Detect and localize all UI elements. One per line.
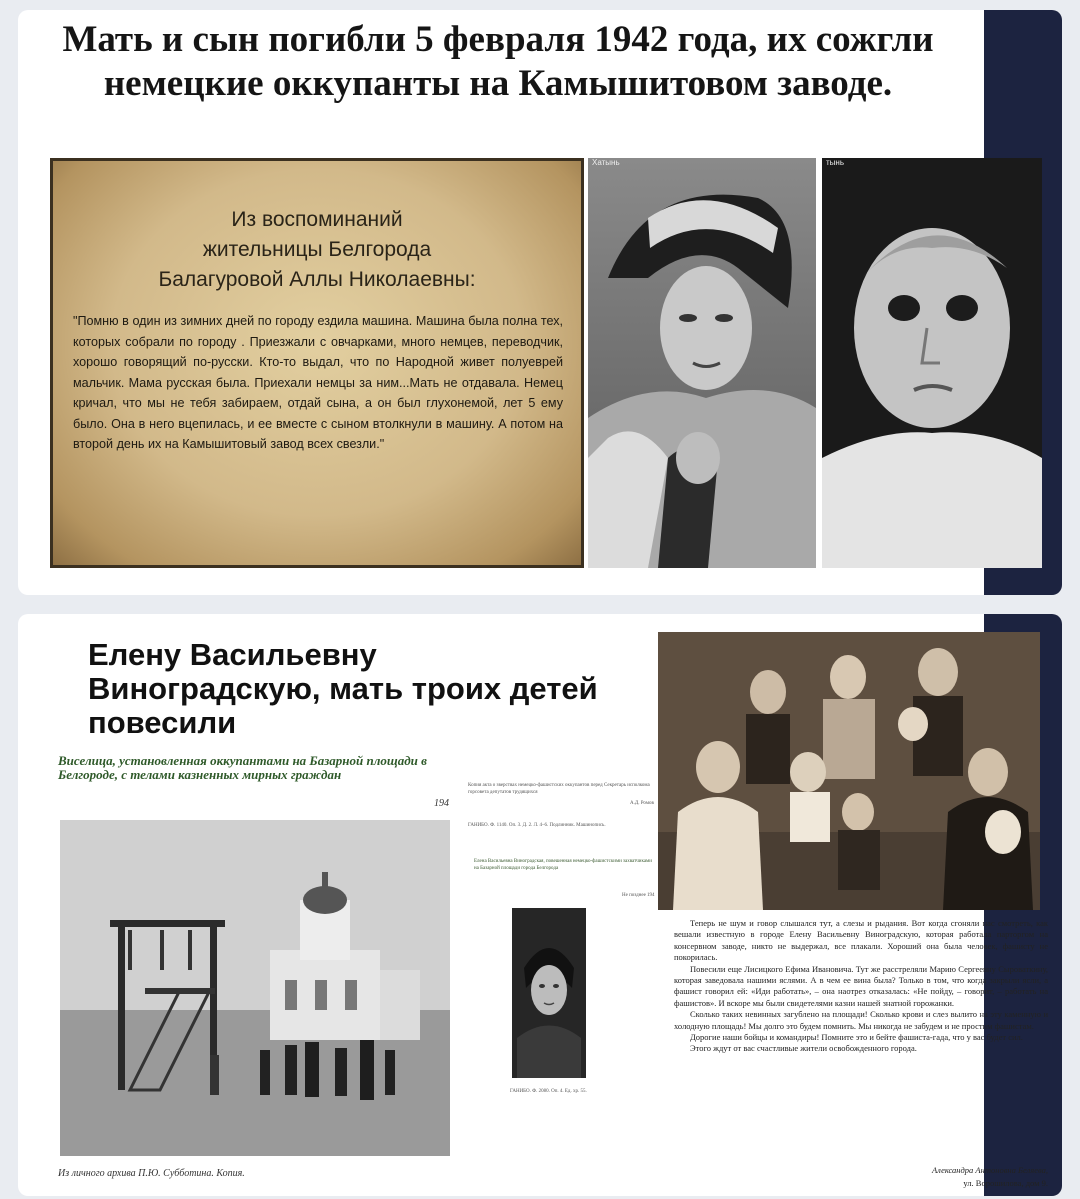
page-number: 194 xyxy=(434,798,449,809)
memoir-body: "Помню в один из зимних дней по городу ездила машина. Машина была полна тех, которых собрали по городу . Приезжали с овчарками, много немцев, переводчик, хорошо говорящий по-русски. Кто-то выдал, что по Народной живет полуеврей мальчик. Мама русская была. Приехали немцы за ним...Мать не отдавала. Немец кричал, что мы не тебя забираем, отдай сына, а он был глухонемой, лет 5 ему было. Она в него вцепилась, и ее вместе с сыном втолкнули в машину. А потом на второй день их на Камышитовый завод всех свезли." xyxy=(73,314,563,451)
woman-portrait-photo xyxy=(588,158,816,568)
memoir-title xyxy=(53,205,581,295)
document-note: Копия акта о зверствах немецко-фашистских оккупантов перед Секретарь исполкома горсовета депутатов трудящихся xyxy=(468,783,650,795)
bottom-card xyxy=(18,614,1062,1196)
memoir-parchment xyxy=(50,158,584,568)
gallows-caption: Виселица, установленная оккупантами на Базарной площади в Белгороде, с телами казненных мирных граждан xyxy=(58,753,427,782)
article-paragraph: Теперь не шум и говор слышался тут, а слезы и рыдания. Вот когда сгоняли нас смотреть, как вешали известную в городе Елену Васильевну Виноградскую, которая работала парторгом на консервном заводе, никто не выдержал, все плакали. Хороший она была человек, фашисту не покорилась. xyxy=(674,918,1048,963)
headline-top: Мать и сын погибли 5 февраля 1942 года, их сожгли немецкие оккупанты на Камышитовом заводе. xyxy=(62,19,934,104)
memoir-title-line: Балагуровой Аллы Николаевны: xyxy=(158,268,476,291)
photo-label: Хатынь xyxy=(592,158,620,167)
family-group-photo xyxy=(658,632,1040,910)
article-paragraph: Дорогие наши бойцы и командиры! Помните это и бейте фашиста-гада, что у вас будет сил. xyxy=(690,1032,1023,1043)
headline-bottom: Елену Васильевну Виноградскую, мать троих детей повесили xyxy=(88,637,598,740)
article-paragraph: Сколько таких невинных загублено на площади! Сколько крови и слез вылито на эту каменную и холодную площадь! Мы долго это будем помнить. Мы никогда не забудем и не простим фашистам. xyxy=(674,1009,1048,1031)
article-paragraph: Этого ждут от вас счастливые жители освобожденного города. xyxy=(690,1043,917,1054)
article-text xyxy=(674,918,1048,1055)
boy-portrait-photo xyxy=(822,158,1042,568)
memoir-title-line: жительницы Белгорода xyxy=(202,238,432,261)
document-note: А.Д. Ромов xyxy=(630,801,654,806)
signature-address: ул. Ворошилова, дом 9. xyxy=(963,1178,1048,1188)
portrait-caption: Елена Васильевна Виноградская, повешенная немецко-фашистскими захватчиками на Базарной площади города Белгорода xyxy=(474,859,652,871)
memoir-title-line: Из воспоминаний xyxy=(231,208,403,231)
article-paragraph: Повесили еще Лисицкого Ефима Ивановича. Тут же расстреляли Марию Сергеевну Сыроваткину, которая заведовала нашими яслями. А в чем ее вина была? Только в том, что когда закрыли ясли, а фашист говорил ей: «Иди работать», – она наотрез отказалась: «Не пойду, – говорит, – работать на фашистов». И вскоре мы были свидетелями казни нашей знатной горожанки. xyxy=(674,963,1048,1008)
document-note: ГАНИБО. Ф. 2080. Оп. 4. Ед. хр. 55. xyxy=(510,1089,587,1094)
document-note: Не позднее 194 xyxy=(622,893,655,898)
elena-portrait-photo xyxy=(512,908,586,1078)
top-card xyxy=(18,10,1062,595)
document-note: ГАНИБО. Ф. 1140. Оп. 3. Д. 2. Л. 4–6. Подлинник. Машинопись. xyxy=(468,823,606,828)
signature-name: Александра Антоновна Беляева, xyxy=(931,1165,1048,1175)
signature xyxy=(932,1164,1048,1190)
photo-label: тынь xyxy=(826,158,844,167)
gallows-square-photo xyxy=(60,820,450,1156)
archive-caption: Из личного архива П.Ю. Субботина. Копия. xyxy=(58,1168,245,1179)
